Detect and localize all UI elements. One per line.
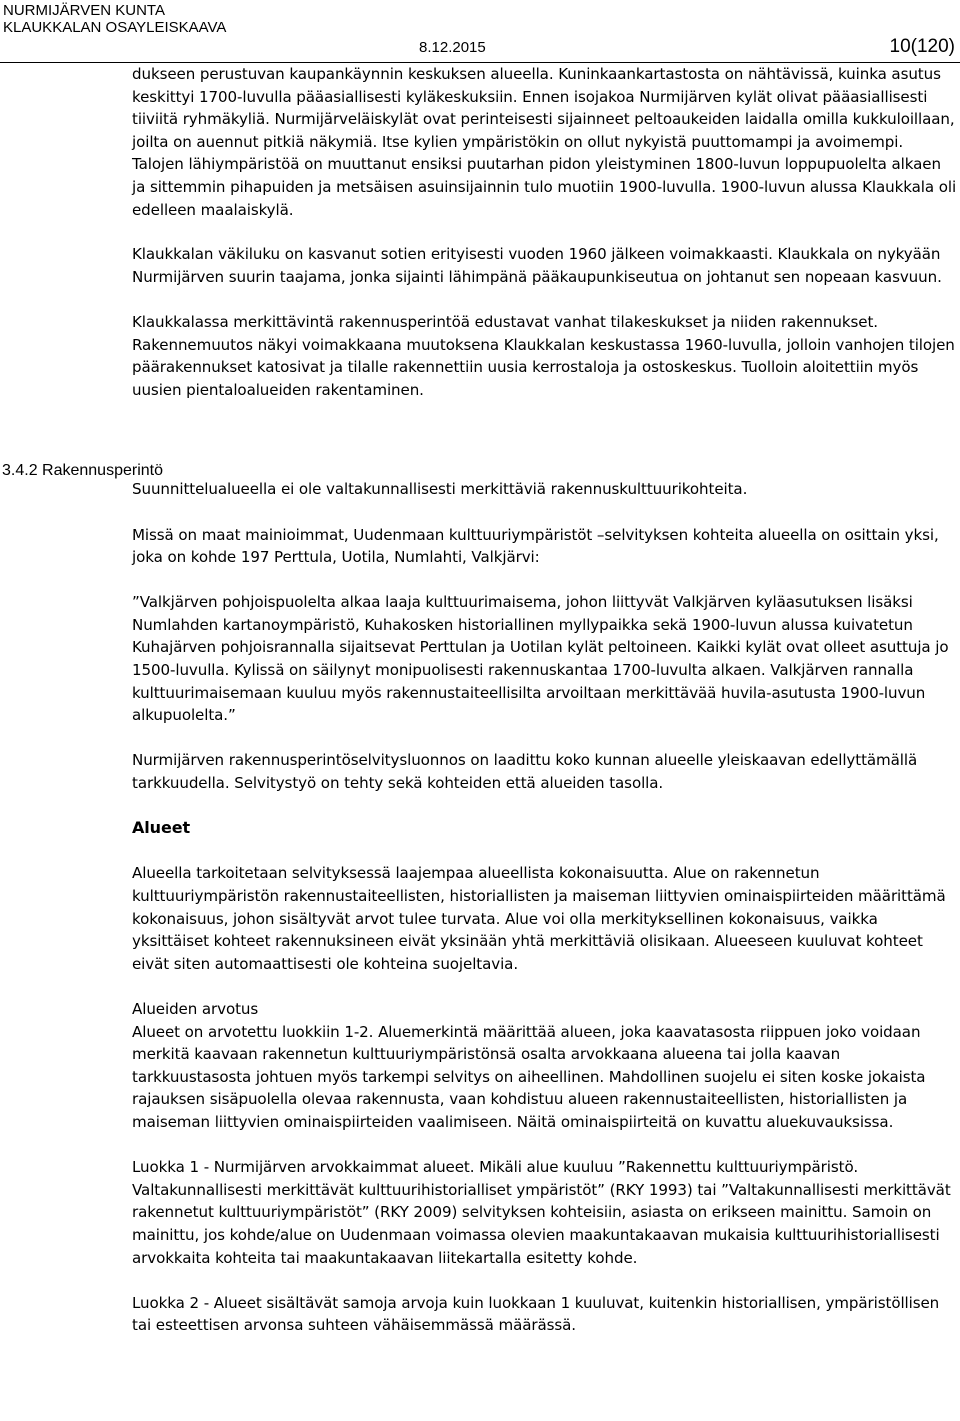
paragraph: Klaukkalassa merkittävintä rakennusperintöä edustavat vanhat tilakeskukset ja niiden rakennukset. Rakennemuutos näkyi voimakkaana muutoksena Klaukkalan keskustassa 1960-luvulla, jolloin vanhojen tilojen päärakennukset katosivat ja tilalle rakennettiin uusia kerrostaloja ja ostoskeskus. Tuolloin aloitettiin myös uusien pientaloalueiden rakentaminen. xyxy=(132,312,955,399)
paragraph: Nurmijärven rakennusperintöselvitysluonnos on laadittu koko kunnan alueelle yleiskaavan edellyttämällä tarkkuudella. Selvitystyö on tehty sekä kohteiden että alueiden tasolla. xyxy=(132,751,918,793)
paragraph: Suunnittelualueella ei ole valtakunnallisesti merkittäviä rakennuskulttuurikohteita. xyxy=(132,480,748,499)
document-body xyxy=(132,63,958,1337)
paragraph: dukseen perustuvan kaupankäynnin keskuksen alueella. Kuninkaankartastosta on nähtävissä, kuinka asutus keskittyi 1700-luvulla pääasiallisesti kyläkeskuksiin. Ennen isojakoa Nurmijärven kylät olivat pääasiallisesti tiiviitä ryhmäkyliä. Nurmijärveläiskylät ovat perinteisesti sijainneet peltoaukeiden laidalla omilla kukkuloillaan, joilta on auennut pitkiä näkymiä. Itse kylien ympäristökin on ollut nykyistä puuttomampi ja avoimempi. Talojen lähiympäristöä on muuttanut ensiksi puutarhan pidon yleistyminen 1800-luvun loppupuolelta alkaen ja sittemmin pihapuiden ja metsäisen asuinsijainnin tulo muotiin 1900-luvulla. 1900-luvun alussa Klaukkala oli edelleen maalaiskylä. xyxy=(132,65,957,219)
document-date: 8.12.2015 xyxy=(419,39,486,56)
quote-paragraph: ”Valkjärven pohjoispuolelta alkaa laaja kulttuurimaisema, johon liittyvät Valkjärven kyläasutuksen lisäksi Numlahden kartanoympäristö, Kuhakosken historiallinen myllypaikka sekä 1900-luvun alussa kuivatetun Kuhajärven pohjoisrannalla sijaitsevat Perttulan ja Uotilan kylät peltoineen. Kaikki kylät ovat olleet asuttuja jo 1500-luvulla. Kylissä on säilynyt monipuolisesti rakennuskantaa 1700-luvulta alkaen. Valkjärven rannalla kulttuurimaisemaan kuuluu myös rakennustaiteellisilta arvoiltaan merkittävää huvila-asutusta 1900-luvun alkupuolelta.” xyxy=(132,593,949,725)
subheading-alueet: Alueet xyxy=(132,818,191,838)
paragraph: Alueet on arvotettu luokkiin 1-2. Aluemerkintä määrittää alueen, joka kaavatasosta riippuen joko voidaan merkitä kaavaan rakennetun kulttuuriympäristönsä osalta arvokkaana alueena tai jolla kaavan tarkkuustasosta johtuen myös tarkempi selvitys on aiheellinen. Mahdollinen suojelu ei siten koske jokaista rajauksen sisäpuolella olevaa rakennusta, vaan kohdistuu alueen rakennustaiteellisten, historiallisten ja maiseman liittyvien ominaispiirteiden vaalimiseen. Näitä ominaispiirteitä on kuvattu aluekuvauksissa. xyxy=(132,1022,926,1131)
paragraph: Luokka 2 - Alueet sisältävät samoja arvoja kuin luokkaan 1 kuuluvat, kuitenkin historiallisen, ympäristöllisen tai esteettisen arvonsa suhteen vähäisemmässä määrässä. xyxy=(132,1293,940,1335)
organization-header xyxy=(3,2,226,36)
paragraph: Luokka 1 - Nurmijärven arvokkaimmat alueet. Mikäli alue kuuluu ”Rakennettu kulttuuriympäristö. Valtakunnallisesti merkittävät kulttuurihistorialliset ympäristöt” (RKY 1993) tai ”Valtakunnallisesti merkittävät rakennetut kulttuuriympäristöt” (RKY 2009) selvityksen kohteisiin, asiasta on erikseen mainittu. Samoin on mainittu, jos kohde/alue on Uudenmaan voimassa olevien maakuntakaavan mukaisia kulttuurihistoriallisesti arvokkaita kohteita tai maakuntakaavan liitekartalla esitetty kohde. xyxy=(132,1158,951,1267)
paragraph: Missä on maat mainioimmat, Uudenmaan kulttuuriympäristöt –selvityksen kohteita alueella on osittain yksi, joka on kohde 197 Perttula, Uotila, Numlahti, Valkjärvi: xyxy=(132,525,939,567)
paragraph: Klaukkalan väkiluku on kasvanut sotien erityisesti vuoden 1960 jälkeen voimakkaasti. Klaukkala on nykyään Nurmijärven suurin taajama, jonka sijainti lähimpänä pääkaupunkiseutua on johtanut sen nopeaan kasvuun. xyxy=(132,245,942,286)
page-number: 10(120) xyxy=(889,36,955,57)
subheading-arvotus: Alueiden arvotus xyxy=(132,999,259,1018)
section-heading: 3.4.2 Rakennusperintö xyxy=(2,462,163,479)
plan-name: KLAUKKALAN OSAYLEISKAAVA xyxy=(3,19,227,36)
org-name: NURMIJÄRVEN KUNTA xyxy=(3,2,165,19)
paragraph: Alueella tarkoitetaan selvityksessä laajempaa alueellista kokonaisuutta. Alue on rakennetun kulttuuriympäristön rakennustaiteellisten, historiallisten ja maiseman liittyvien ominaispiirteiden määrittämä kokonaisuus, johon sisältyvät arvot tulee turvata. Alue voi olla merkityksellinen kokonaisuus, vaikka yksittäiset kohteet rakennuksineen eivät yksinään yhtä merkittäviä olisikaan. Alueeseen kuuluvat kohteet eivät siten automaattisesti ole kohteina suojeltavia. xyxy=(132,864,946,973)
